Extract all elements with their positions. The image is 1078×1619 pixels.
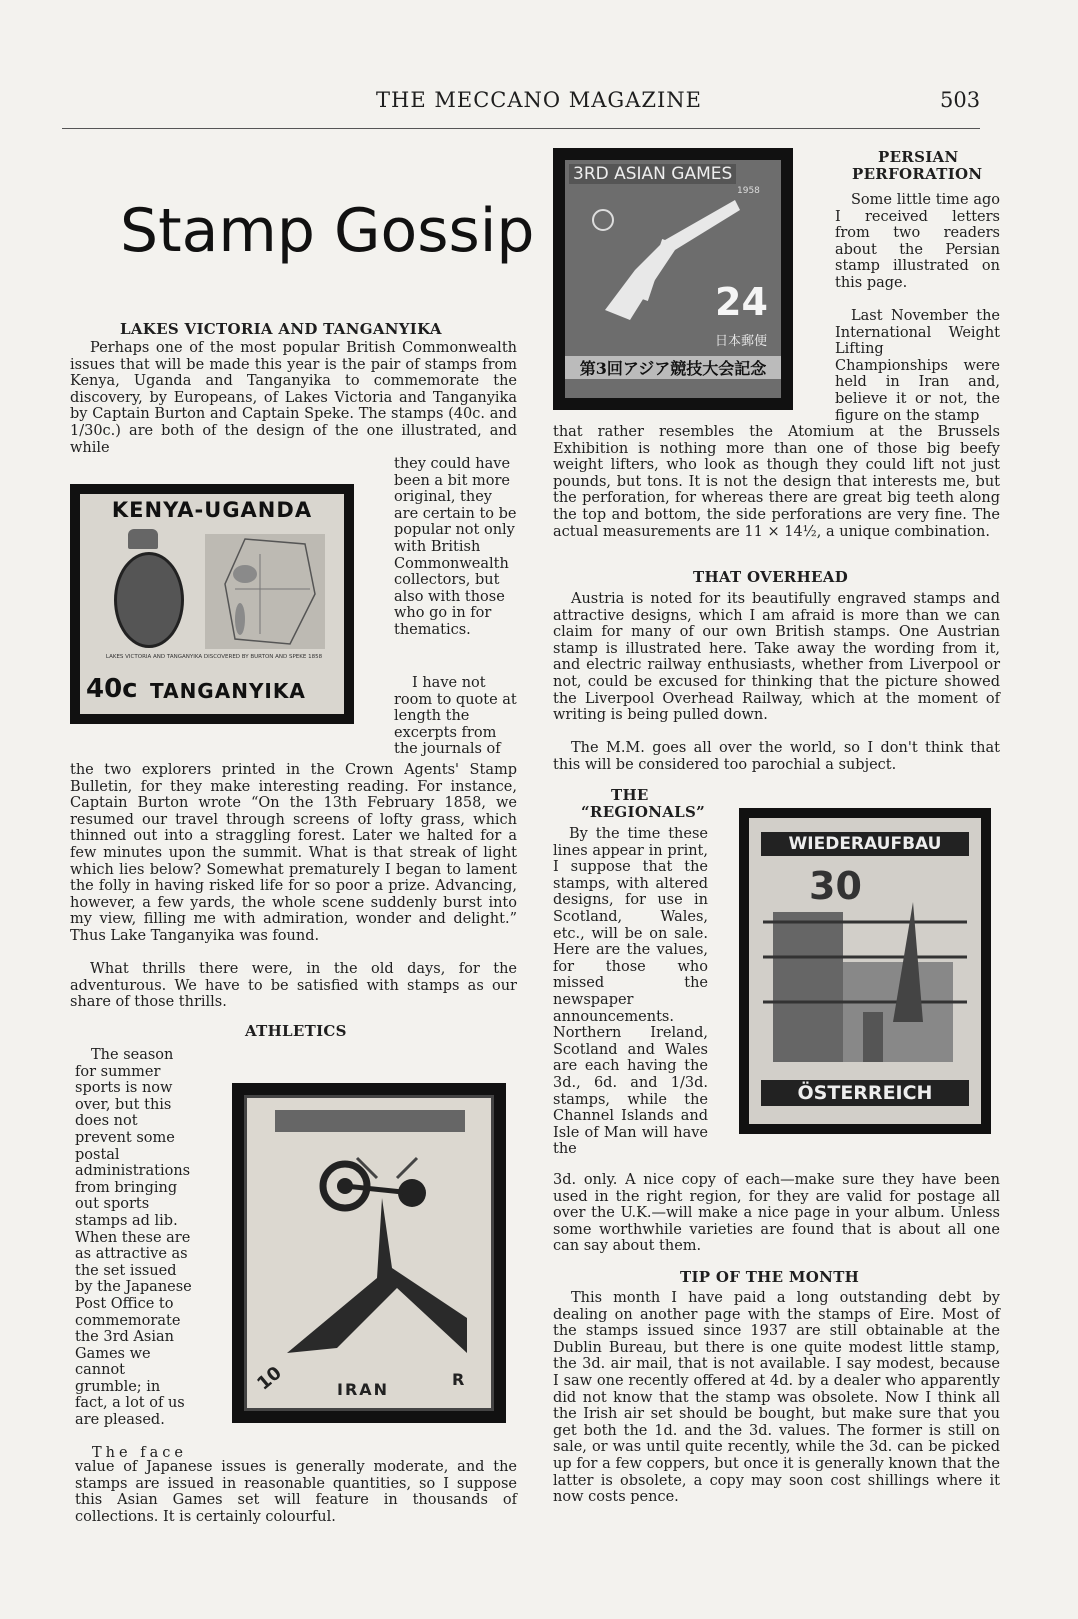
lakes-paragraph-continued: the two explorers printed in the Crown Agents' Stamp Bulletin, for they make interesting reading. For instance, Captain Burton wrote “On the 13th February 1858, we resumed our travel through screens of lofty grass, which thinned out into a straggling forest. Later we halted for a few minutes upon the summit. What is that streak of light which lies below? Somewhat prematurely I began to lament the folly in having risked life for so poor a prize. Advancing, however, a few yards, the whole scene suddenly burst into my view, filling me with admiration, wonder and delight.” Thus Lake Tanganyika was found. (70, 762, 517, 944)
iran-value-left: 10 (253, 1362, 286, 1395)
austria-value: 30 (809, 864, 862, 908)
kenya-caption: LAKES VICTORIA AND TANGANYIKA DISCOVERED BY BURTON AND SPEKE 1858 (105, 654, 323, 660)
asian-top-text: 3RD ASIAN GAMES (569, 164, 736, 184)
kenya-bottom-text: TANGANYIKA (150, 679, 306, 703)
queen-portrait (114, 552, 184, 648)
asian-year: 1958 (737, 186, 760, 196)
regionals-narrow-text: By the time these lines appear in print, I suppose that the stamps, with altered designs, for use in Scotland, Wales, etc., will be on sale. Here are the values, for those who missed the newspaper announcements. Northern Ireland, Scotland and Wales are each having the 3d., 6d. and 1/3d. stamps, while the Channel Islands and Isle of Man will have the (553, 826, 708, 1158)
persian-narrow-text: Some little time ago I received letters from two readers about the Persian stamp illustrated on this page. (835, 192, 1000, 291)
austria-top-text: WIEDERAUFBAU (761, 832, 969, 856)
overhead-paragraph-1: Austria is noted for its beautifully engraved stamps and attractive designs, which I am afraid is more than we can claim for many of our own British stamps. One Austrian stamp is illustrated here. Take away the wording from it, and electric railway enthusiasts, whether from Liverpool or not, could be excused for thinking that the picture showed the Liverpool Overhead Railway, which at the moment of writing is being pulled down. (553, 591, 1000, 724)
magazine-title: THE MECCANO MAGAZINE (376, 88, 702, 112)
persian-narrow-text-2: Last November the International Weight Lifting Championships were held in Iran and, believe it or not, the figure on the stamp (835, 308, 1000, 424)
austria-bottom-text: ÖSTERREICH (761, 1080, 969, 1106)
heading-overhead: THAT OVERHEAD (693, 568, 849, 586)
kenya-top-text: KENYA-UGANDA (111, 498, 313, 522)
map-of-east-africa (205, 534, 325, 649)
heading-regionals-line2: “REGIONALS” (581, 803, 706, 821)
weightlifter-figure (267, 1138, 477, 1358)
iran-bottom-text: IRAN (337, 1380, 390, 1399)
crown-icon (128, 529, 158, 549)
lakes-paragraph-top: Perhaps one of the most popular British Commonwealth issues that will be made this year is the pair of stamps from Kenya, Uganda and Tanganyika to commemorate the discovery, by Europeans, of Lakes Victoria and Tanganyika by Captain Burton and Captain Speke. The stamps (40c. and 1/30c.) are both of the design of the one illustrated, and while (70, 340, 517, 456)
iran-top-banner (275, 1110, 465, 1132)
regionals-wide-text: 3d. only. A nice copy of each—make sure they have been used in the right region, for they are valid for postage all over the U.K.—will make a nice page in your album. Unless some worthwhile varieties are found that is about all one can say about them. (553, 1172, 1000, 1255)
tip-paragraph: This month I have paid a long outstanding debt by dealing on another page with the stamps of Eire. Most of the stamps issued since 1937 are still obtainable at the Dublin Bureau, but there is one quite modest little stamp, the 3d. air mail, that is not available. I say modest, because I saw one recently offered at 4d. by a dealer who apparently did not know that the stamp was obsolete. Now I think all the Irish air set should be bought, but make sure that you get both the 1d. and the 3d. values. The former is still on sale, or was until quite recently, while the 3d. can be picked up for a few coppers, but once it is generally known that the latter is obsolete, a copy may soon cost shillings where it now costs pence. (553, 1290, 1000, 1506)
athletics-narrow-text: The season for summer sports is now over, but this does not prevent some postal administrations from bringing out sports stamps ad lib. When these are as attractive as the set issued by the Japanese Post Office to commemorate the 3rd Asian Games we cannot grumble; in fact, a lot of us are pleased. (75, 1047, 192, 1429)
heading-persian-line1: PERSIAN (878, 148, 959, 166)
asian-games-stamp (553, 148, 793, 410)
railway-viaduct-picture (763, 862, 967, 1072)
heading-lakes: LAKES VICTORIA AND TANGANYIKA (120, 320, 442, 338)
lakes-beside-stamp: they could have been a bit more original, they are certain to be popular not only with British Commonwealth collectors, but also with those who go in for thematics. (394, 456, 517, 638)
overhead-paragraph-2: The M.M. goes all over the world, so I don't think that this will be considered too parochial a subject. (553, 740, 1000, 773)
article-title: Stamp Gossip (120, 196, 535, 266)
header-rule (62, 128, 980, 129)
lakes-paragraph-closing: What thrills there were, in the old days, for the adventurous. We have to be satisfied with stamps as our share of those thrills. (70, 961, 517, 1011)
heading-athletics: ATHLETICS (245, 1022, 347, 1040)
persian-wide-text: that rather resembles the Atomium at the Brussels Exhibition is nothing more than one of those big beefy weight lifters, who look as though they could lift not just pounds, but tons. It is not the design that interests me, but the perforation, for whereas there are great big teeth along the top and bottom, the side perforations are very fine. The actual measurements are 11 × 14½, a unique combination. (553, 424, 1000, 540)
iran-weightlifting-stamp (232, 1083, 506, 1423)
page-number: 503 (940, 88, 981, 112)
austria-wiederaufbau-stamp (739, 808, 991, 1134)
athletics-narrow-tail: The face (92, 1445, 187, 1461)
iran-value-right: R (452, 1370, 465, 1389)
athletics-wide-text: value of Japanese issues is generally moderate, and the stamps are issued in reasonable quantities, so I suppose this Asian Games set will feature in thousands of collections. It is certainly colourful. (75, 1459, 517, 1525)
heading-tip: TIP OF THE MONTH (680, 1268, 860, 1286)
kenya-uganda-stamp (70, 484, 354, 724)
asian-bottom-text: 第3回アジア競技大会記念 (565, 356, 781, 379)
kenya-value: 40c (86, 674, 138, 704)
asian-country-text: 日本郵便 (715, 334, 768, 349)
asian-value: 24 (715, 280, 768, 324)
heading-regionals-line1: THE (611, 786, 649, 804)
heading-persian-line2: PERFORATION (852, 165, 983, 183)
lakes-beside-stamp-2: I have not room to quote at length the excerpts from the journals of (394, 675, 517, 758)
